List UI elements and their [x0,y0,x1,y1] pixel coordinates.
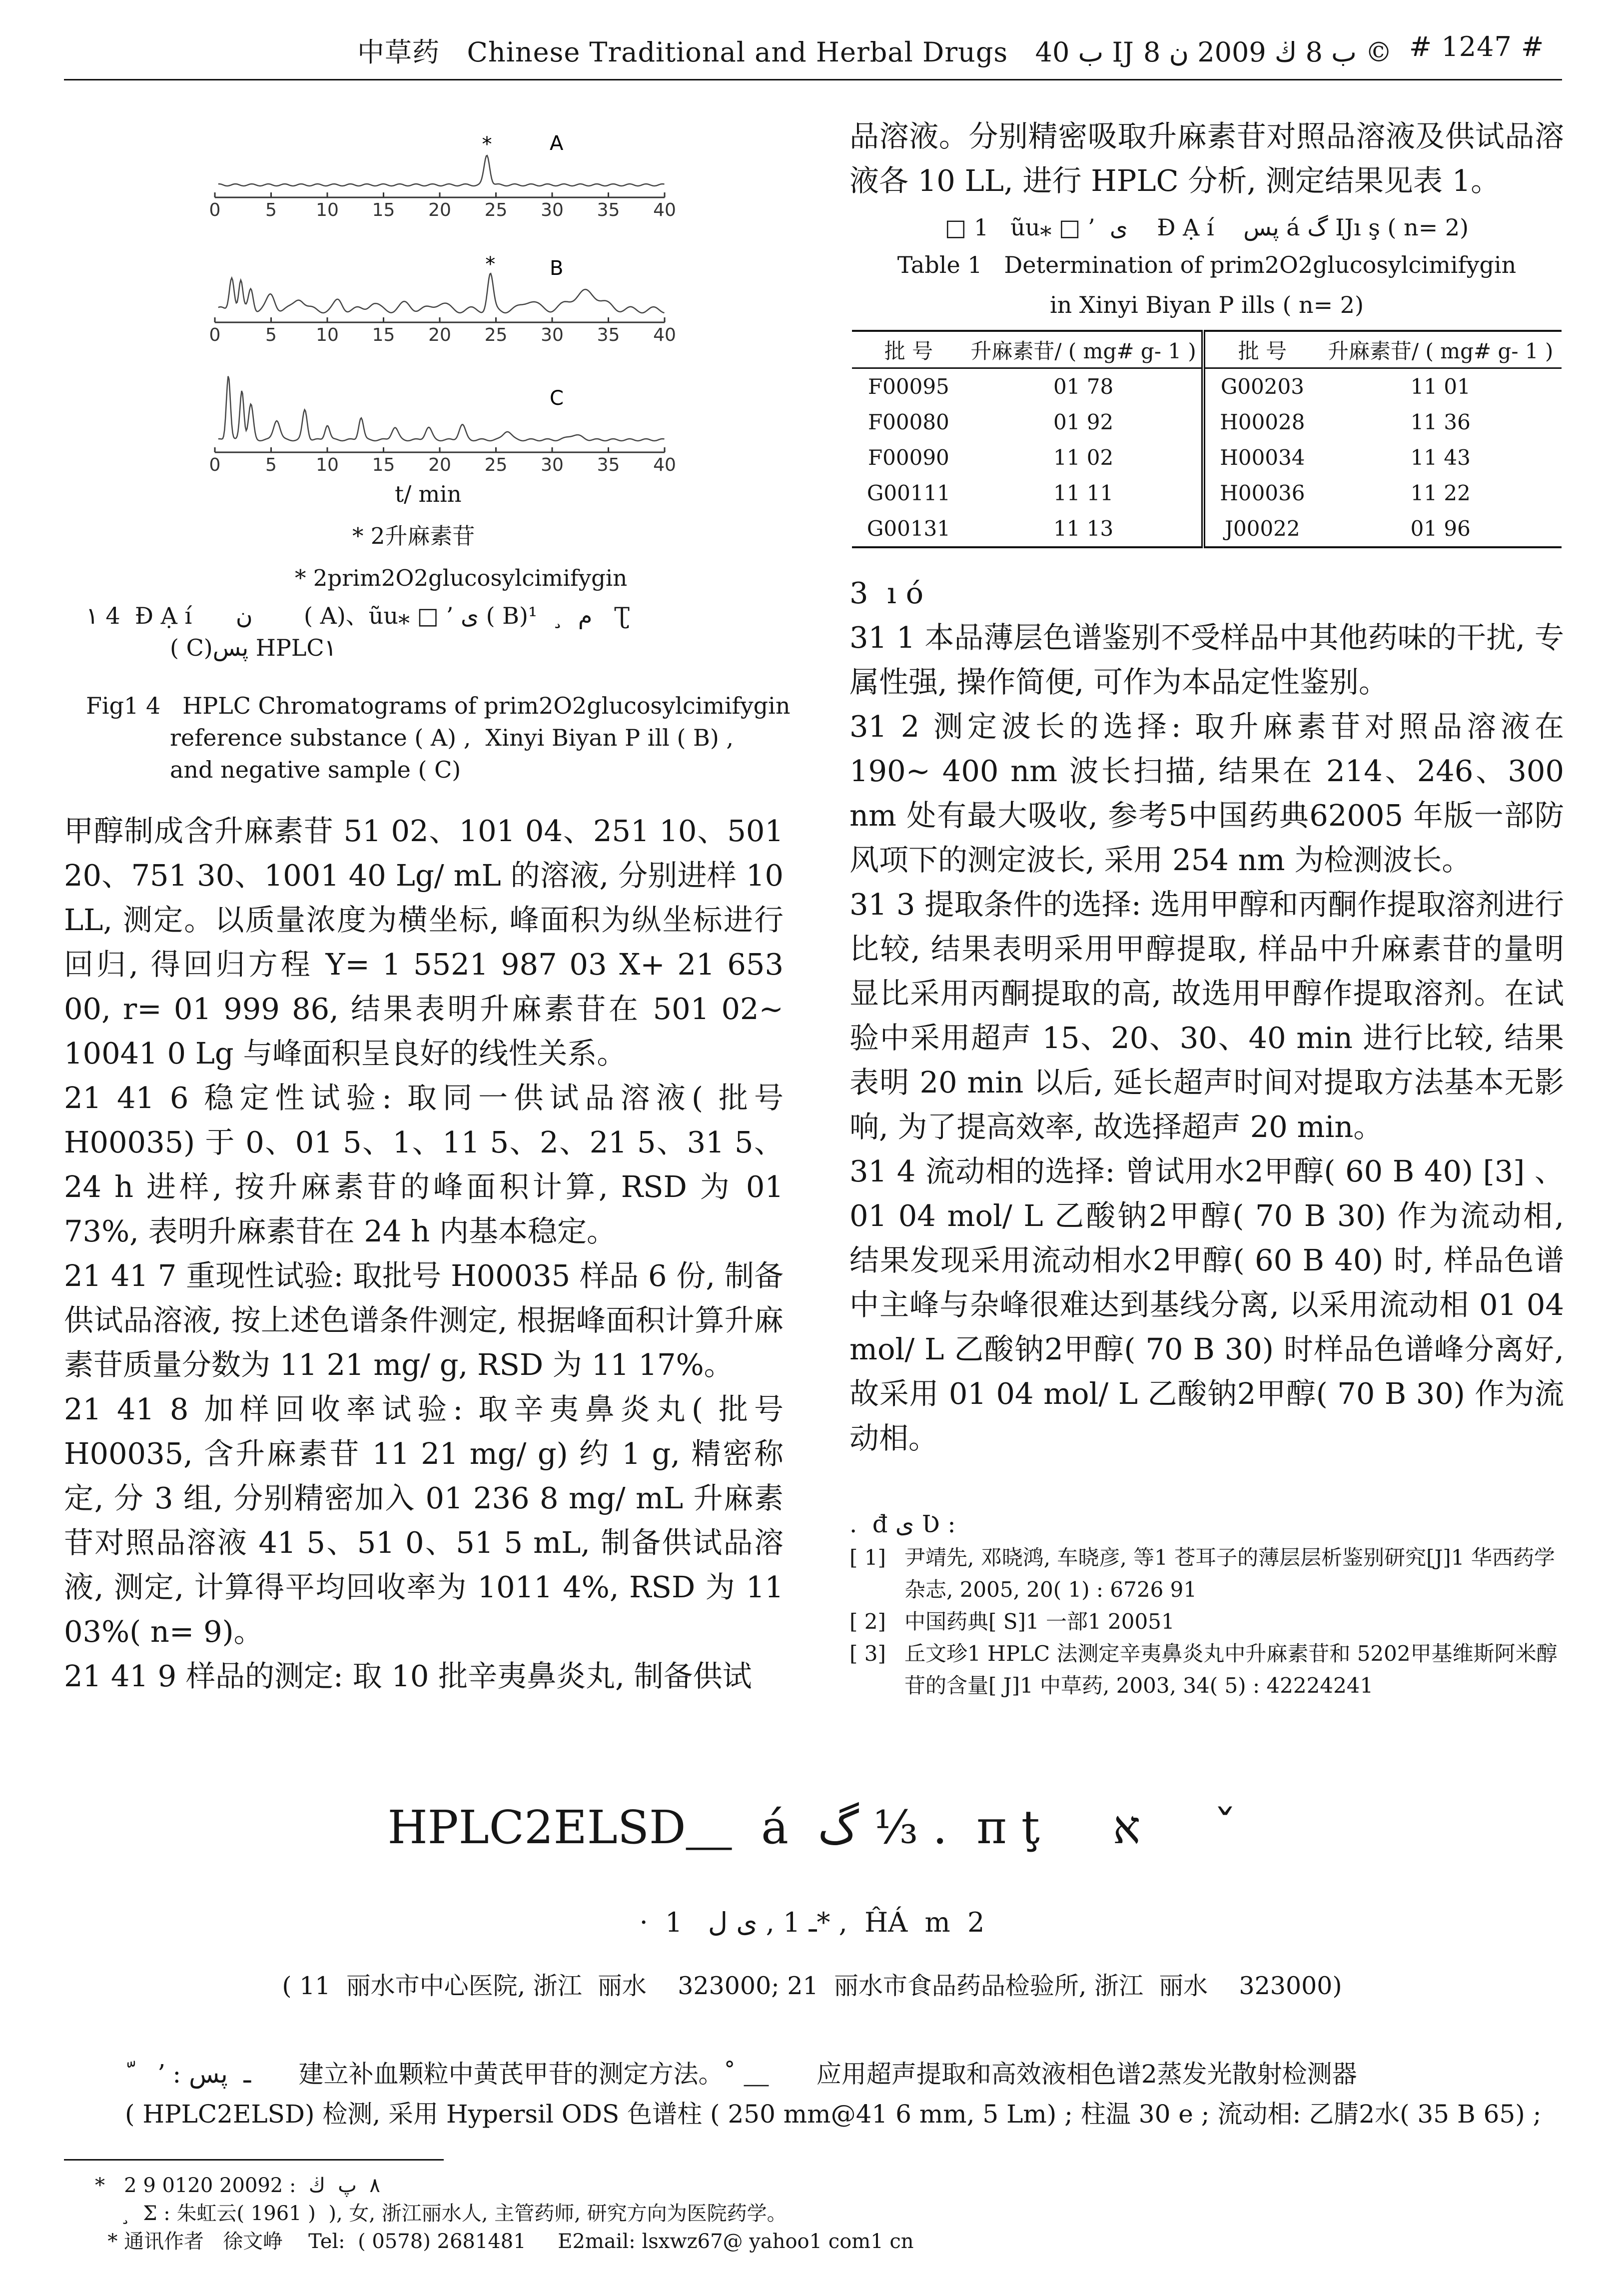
batch-cell: G00203 [1220,374,1304,399]
running-header [357,31,1393,69]
tick-label: 35 [597,325,620,345]
table-1-title [849,210,1564,325]
trace-label: B [550,257,564,280]
content-cell: 11 01 [1410,374,1471,399]
discussion-para-2: 31 2 测定波长的选择: 取升麻素苷对照品溶液在 190~ 400 nm 波长扫描, 结果在 214、246、300 nm 处有最大吸收, 参考5中国药典62005 年版一部防风项下的测定波长, 采用 254 nm 为检测波长。 [849,709,1564,877]
header-rule [64,79,1562,80]
discussion-heading: 3 ı ó [849,576,924,610]
results-table [852,330,1562,548]
batch-cell: H00028 [1220,410,1305,434]
col-batch-2: 批 号 [1238,338,1287,363]
content-cell: 11 43 [1410,445,1471,470]
tick-label: 5 [265,200,277,220]
figure-caption-en-line-2: reference substance ( A) , Xinyi Biyan P ill ( B) , [170,724,734,751]
content-cell: 11 36 [1410,410,1471,434]
chromatogram-trace [218,376,665,441]
tick-label: 20 [428,455,451,475]
tick-label: 10 [316,325,339,345]
time-axis-label: t/ min [395,481,462,507]
tick-label: 30 [541,325,564,345]
sample-determination-paragraph: 21 41 9 样品的测定: 取 10 批辛夷鼻炎丸, 制备供试 [64,1659,752,1693]
table-row [852,368,1562,405]
page-number: # 1247 # [1409,31,1545,62]
abstract-line-1: ّ ʼ : ـ پس 建立补血颗粒中黄芪甲苷的测定方法。˚ ⸏ 应用超声提取和高效液相色谱2蒸发光散射检测器 [125,2060,1357,2089]
tick-label: 25 [484,200,508,220]
tick-label: 15 [372,200,395,220]
tick-label: 0 [209,325,221,345]
content-cell: 11 22 [1410,481,1471,505]
table-row [852,475,1562,511]
discussion-para-4: 31 4 流动相的选择: 曾试用水2甲醇( 60 B 40) [3] 、01 04 mol/ L 乙酸钠2甲醇( 70 B 30) 作为流动相, 结果发现采用流动相水2甲醇( 60 B 40) 时, 样品色谱中主峰与杂峰很难达到基线分离, 以采用流动相 01 04 mol/ L 乙酸钠2甲醇( 70 B 30) 时样品色谱峰分离好, 故采用 01 04 mol/ L 乙酸钠2甲醇( 70 B 30) 作为流动相。 [849,1154,1564,1455]
figure-caption-cn-line-2: ( C)پس HPLC١ [170,634,337,661]
reference-number: [ 1] [849,1545,886,1570]
repeatability-paragraph: 21 41 7 重现性试验: 取批号 H00035 样品 6 份, 制备供试品溶液, 按上述色谱条件测定, 根据峰面积计算升麻素苷质量分数为 11 21 mg/ g, RSD 为 11 17%。 [64,1258,784,1382]
references [849,1507,1564,1702]
tick-label: 40 [653,325,676,345]
reference-number: [ 3] [849,1641,886,1666]
content-cell: 11 11 [965,475,1204,511]
tick-label: 35 [597,200,620,220]
references-heading: . đ ی Ʋ : [849,1510,956,1538]
tick-label: 5 [265,455,277,475]
discussion-para-3: 31 3 提取条件的选择: 选用甲醇和丙酮作提取溶剂进行比较, 结果表明采用甲醇提取, 样品中升麻素苷的量明显比采用丙酮提取的高, 故选用甲醇作提取溶剂。在试验中采用超声 15、20、30、40 min 进行比较, 结果表明 20 min 以后, 延长超声时间对提取方法基本无影响, 为了提高效率, 故选择超声 20 min。 [849,887,1564,1144]
next-article-abstract [125,2054,1554,2134]
batch-cell: F00080 [868,410,949,434]
linearity-paragraph: 甲醇制成含升麻素苷 51 02、101 04、251 10、501 20、751 30、1001 40 Lg/ mL 的溶液, 分别进样 10 LL, 测定。以质量浓度为横坐标, 峰面积为纵坐标进行回归, 得回归方程 Y= 1 5521 987 03 X+ 21 653 00, r= 01 999 86, 结果表明升麻素苷在 501 02~ 10041 0 Lg 与峰面积呈良好的线性关系。 [64,814,784,1071]
table-header-row [852,331,1562,368]
tick-label: 15 [372,325,395,345]
reference-text: 尹靖先, 邓晓鸿, 车晓彦, 等1 苍耳子的薄层层析鉴别研究[J]1 华西药学杂志, 2005, 20( 1) : 6726 91 [904,1545,1555,1602]
tick-label: 15 [372,455,395,475]
tick-label: 40 [653,455,676,475]
tick-label: 0 [209,200,221,220]
figure-caption-cn-line-1: ١ 4 Đ Ạ í ن ( A)、ũu⁎ □ ’ ی ( B)¹ ¸ م Ʈ [86,602,630,629]
reference-number: [ 2] [849,1609,886,1634]
figure-caption-cn [86,600,786,664]
table-row [852,404,1562,440]
next-article-authors: · ـ 1 , ی ل 1* , ĤÁ m 2 [639,1907,985,1938]
tick-label: 10 [316,455,339,475]
peak-marker: * [485,253,496,276]
table-title-en-1: Table 1 Determination of prim2O2glucosylcimifygin [897,251,1517,278]
col-content-2: 升麻素苷/ ( mg# g- 1 ) [1328,338,1554,363]
tick-label: 25 [484,325,508,345]
tick-label: 25 [484,455,508,475]
chromatogram-trace [218,273,665,313]
content-cell: 01 78 [965,368,1204,405]
tick-label: 20 [428,200,451,220]
right-intro-paragraph: 品溶液。分别精密吸取升麻素苷对照品溶液及供试品溶液各 10 LL, 进行 HPLC 分析, 测定结果见表 1。 [849,119,1564,198]
abstract-line-2: ( HPLC2ELSD) 检测, 采用 Hypersil ODS 色谱柱 ( 250 mm@41 6 mm, 5 Lm) ; 柱温 30 e ; 流动相: 乙腈2水( 35 B 65) ; [125,2100,1542,2129]
batch-cell: H00036 [1220,481,1305,505]
tick-label: 5 [265,325,277,345]
journal-name-en: Chinese Traditional and Herbal Drugs [467,36,1008,68]
tick-label: 40 [653,200,676,220]
content-cell: 01 92 [965,404,1204,440]
batch-cell: F00095 [868,374,949,399]
left-column-body [64,809,784,1698]
trace-label: A [550,132,564,155]
reference-text: 中国药典[ S]1 一部1 20051 [904,1609,1175,1634]
stability-paragraph: 21 41 6 稳定性试验: 取同一供试品溶液( 批号 H00035) 于 0、01 5、1、11 5、2、21 5、31 5、24 h 进样, 按升麻素苷的峰面积计算, RSD 为 01 73%, 表明升麻素苷在 24 h 内基本稳定。 [64,1081,784,1248]
col-batch-1: 批 号 [884,338,933,363]
batch-cell: G00131 [866,516,950,541]
figure-caption-en-line-1: Fig1 4 HPLC Chromatograms of prim2O2glucosylcimifygin [86,692,791,719]
tick-label: 10 [316,200,339,220]
table-title-en-2: in Xinyi Biyan P ills ( n= 2) [1049,291,1364,318]
tick-label: 30 [541,200,564,220]
tick-label: 35 [597,455,620,475]
footnote-correspondence: * 通讯作者 徐文峥 Tel: ( 0578) 2681481 E2mail: lsxwz67@ yahoo1 com1 cn [95,2230,914,2253]
table-body [852,368,1562,548]
footnote-rule [64,2159,444,2161]
next-article-affiliation: ( 11 丽水市中心医院, 浙江 丽水 323000; 21 丽水市食品药品检验所, 浙江 丽水 323000) [282,1972,1342,2000]
content-cell: 11 13 [965,511,1204,547]
next-article-title: HPLC2ELSD⸏ á گ ⅓ . π ţ א ˇ [387,1801,1237,1854]
batch-cell: J00022 [1225,516,1300,541]
table-row [852,440,1562,475]
footnotes [95,2172,1444,2256]
content-cell: 11 02 [965,440,1204,475]
content-cell: 01 96 [1410,516,1471,541]
tick-label: 30 [541,455,564,475]
figure-caption-en [86,690,791,786]
footnote-received: * 2 ٨ پ ڬ : 20092 0120 9 [95,2174,380,2197]
batch-cell: G00111 [866,481,950,505]
recovery-paragraph: 21 41 8 加样回收率试验: 取辛夷鼻炎丸( 批号 H00035, 含升麻素苷 11 21 mg/ g) 约 1 g, 精密称定, 分 3 组, 分别精密加入 01 236 8 mg/ mL 升麻素苷对照品溶液 41 5、51 0、51 5 mL, 制备供试品溶液, 测定, 计算得平均回收率为 1011 4%, RSD 为 11 03%( n= 9)。 [64,1392,784,1649]
table-title-cn: □ 1 ũu⁎ □ ’ ی Đ Ạ í پس á گ Ĳı ş ( n= 2) [944,214,1469,241]
reference-list [849,1542,1564,1702]
discussion-section [849,571,1564,1460]
batch-cell: F00090 [868,445,949,470]
table-row [852,511,1562,547]
reference-text: 丘文珍1 HPLC 法测定辛夷鼻炎丸中升麻素苷和 5202甲基维斯阿米醇苷的含量[ J]1 中草药, 2003, 34( 5) : 42224241 [904,1641,1558,1698]
table-1 [852,330,1562,548]
figure-caption-en-line-3: and negative sample ( C) [170,756,461,783]
journal-name-cn: 中草药 [357,36,440,68]
trace-label: C [550,387,564,410]
chromatogram-svg [200,125,690,475]
tick-label: 0 [209,455,221,475]
peak-note-cn: * 2升麻素苷 [352,523,475,549]
reference-item [849,1542,1564,1606]
figure-4 [200,125,690,475]
batch-cell: H00034 [1220,445,1305,470]
tick-label: 20 [428,325,451,345]
peak-marker: * [482,133,492,156]
issue-info: ب 40 Ĳ ب 8 ڬ 2009 ن 8 © [1035,36,1393,68]
discussion-para-1: 31 1 本品薄层色谱鉴别不受样品中其他药味的干扰, 专属性强, 操作简便, 可作为本品定性鉴别。 [849,620,1564,699]
chromatogram-trace [218,155,665,186]
footnote-author: ¸ Σ : 朱虹云( 1961 ) ), 女, 浙江丽水人, 主管药师, 研究方向为医院药学。 [95,2202,787,2225]
chromatograms [209,132,676,475]
col-content-1: 升麻素苷/ ( mg# g- 1 ) [965,331,1204,368]
reference-item [849,1606,1564,1638]
peak-note-en: * 2prim2O2glucosylcimifygin [295,565,628,591]
reference-item [849,1638,1564,1702]
